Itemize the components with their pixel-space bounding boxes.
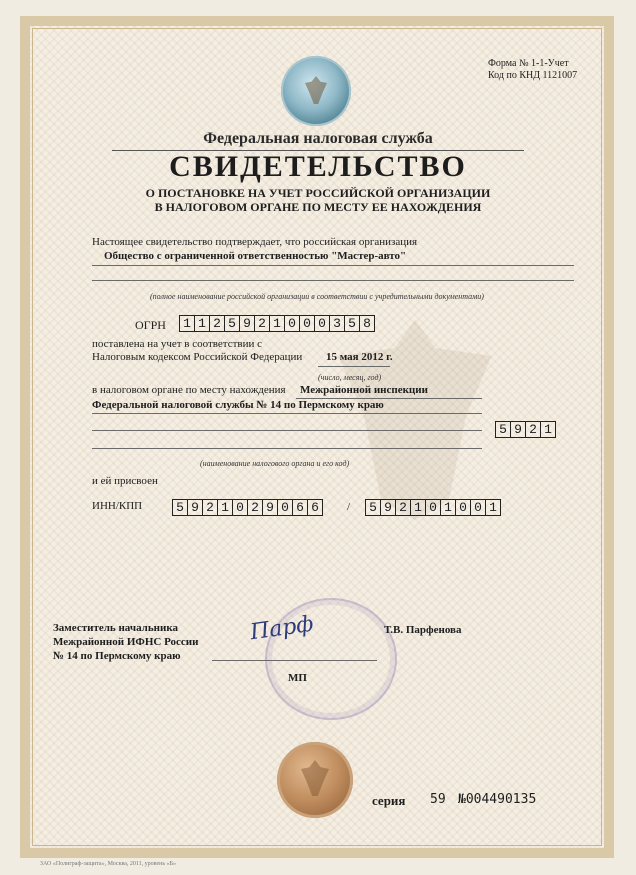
inn-digit: 6	[292, 499, 308, 516]
ogrn-digit: 1	[179, 315, 195, 332]
kpp-digit: 5	[365, 499, 381, 516]
kpp-digit: 1	[410, 499, 426, 516]
date-caption: (число, месяц, год)	[318, 373, 382, 382]
ogrn-digit: 2	[254, 315, 270, 332]
inn-digit: 2	[202, 499, 218, 516]
date-line	[318, 366, 390, 367]
ogrn-digit: 2	[209, 315, 225, 332]
kpp-digit: 0	[425, 499, 441, 516]
kpp-digit: 0	[455, 499, 471, 516]
ogrn-digit: 0	[299, 315, 315, 332]
authority-line-3	[92, 430, 482, 431]
authority-code-boxes	[496, 421, 556, 438]
kpp-boxes	[366, 499, 501, 516]
assigned-text: и ей присвоен	[92, 475, 158, 487]
authority-code-digit: 2	[525, 421, 541, 438]
authority-line-4	[92, 448, 482, 449]
inn-digit: 1	[217, 499, 233, 516]
kpp-digit: 9	[380, 499, 396, 516]
authority-code-digit: 1	[540, 421, 556, 438]
authority-code-digit: 9	[510, 421, 526, 438]
authority-code-digit: 5	[495, 421, 511, 438]
agency-name: Федеральная налоговая служба	[203, 130, 433, 147]
ogrn-digit: 0	[314, 315, 330, 332]
document-title: СВИДЕТЕЛЬСТВО	[169, 150, 467, 183]
registered-line-2: Налоговым кодексом Российской Федерации	[92, 351, 303, 363]
ogrn-digit: 0	[284, 315, 300, 332]
registration-date: 15 мая 2012 г.	[326, 351, 393, 363]
organization-caption: (полное наименование российской организации в соответствии с учредительными документами)	[150, 292, 484, 301]
signer-position-line-1: Заместитель начальника	[53, 622, 178, 634]
inn-digit: 0	[277, 499, 293, 516]
form-number: Форма № 1-1-Учет	[488, 58, 569, 69]
inn-kpp-separator: /	[347, 501, 351, 513]
authority-name-part-2: Федеральной налоговой службы № 14 по Пермскому краю	[92, 399, 384, 411]
ogrn-digit: 1	[269, 315, 285, 332]
signer-position-line-3: № 14 по Пермскому краю	[53, 650, 181, 662]
authority-caption: (наименование налогового органа и его код)	[200, 459, 350, 468]
kpp-digit: 1	[485, 499, 501, 516]
org-line-1	[92, 265, 574, 266]
inn-digit: 5	[172, 499, 188, 516]
printer-footer: ЗАО «Полиграф-защита», Москва, 2011, уровень «Б»	[40, 861, 177, 867]
kpp-digit: 2	[395, 499, 411, 516]
signature-line	[212, 660, 377, 661]
signer-name: Т.В. Парфенова	[384, 624, 462, 636]
ogrn-digit: 9	[239, 315, 255, 332]
subtitle-line-2: В НАЛОГОВОМ ОРГАНЕ ПО МЕСТУ ЕЕ НАХОЖДЕНИЯ	[154, 200, 482, 214]
inn-digit: 2	[247, 499, 263, 516]
kpp-digit: 0	[470, 499, 486, 516]
ogrn-digit: 5	[344, 315, 360, 332]
authority-name-part-1: Межрайонной инспекции	[300, 384, 428, 396]
knd-code: Код по КНД 1121007	[488, 70, 578, 81]
document-subtitle	[0, 186, 636, 214]
registered-line-1: поставлена на учет в соответствии с	[92, 338, 263, 350]
form-info	[488, 58, 577, 82]
inn-digit: 9	[262, 499, 278, 516]
series-label: серия	[372, 793, 406, 808]
signer-position	[53, 621, 198, 663]
ogrn-digit: 5	[224, 315, 240, 332]
subtitle-line-1: О ПОСТАНОВКЕ НА УЧЕТ РОССИЙСКОЙ ОРГАНИЗАЦИИ	[145, 186, 491, 200]
org-line-2	[92, 280, 574, 281]
intro-text: Настоящее свидетельство подтверждает, что российская организация	[92, 236, 418, 248]
inn-kpp-label: ИНН/КПП	[92, 500, 143, 512]
ogrn-boxes	[180, 315, 375, 332]
seal-place-label: МП	[288, 672, 307, 684]
kpp-digit: 1	[440, 499, 456, 516]
inn-digit: 0	[232, 499, 248, 516]
inn-boxes	[173, 499, 323, 516]
inn-digit: 6	[307, 499, 323, 516]
ogrn-digit: 8	[359, 315, 375, 332]
hologram-emblem-icon	[281, 56, 351, 126]
gold-seal-icon	[277, 742, 353, 818]
serial-number: №004490135	[458, 792, 537, 807]
series-value: 59	[430, 792, 446, 807]
authority-line-2	[92, 413, 482, 414]
handwritten-signature: Парф	[248, 611, 316, 646]
ogrn-digit: 3	[329, 315, 345, 332]
organization-name: Общество с ограниченной ответственностью "Мастер-авто"	[104, 250, 407, 262]
ogrn-label: ОГРН	[135, 318, 166, 332]
ogrn-digit: 1	[194, 315, 210, 332]
authority-prefix: в налоговом органе по месту нахождения	[92, 384, 286, 396]
signer-position-line-2: Межрайонной ИФНС России	[53, 636, 199, 648]
inn-digit: 9	[187, 499, 203, 516]
